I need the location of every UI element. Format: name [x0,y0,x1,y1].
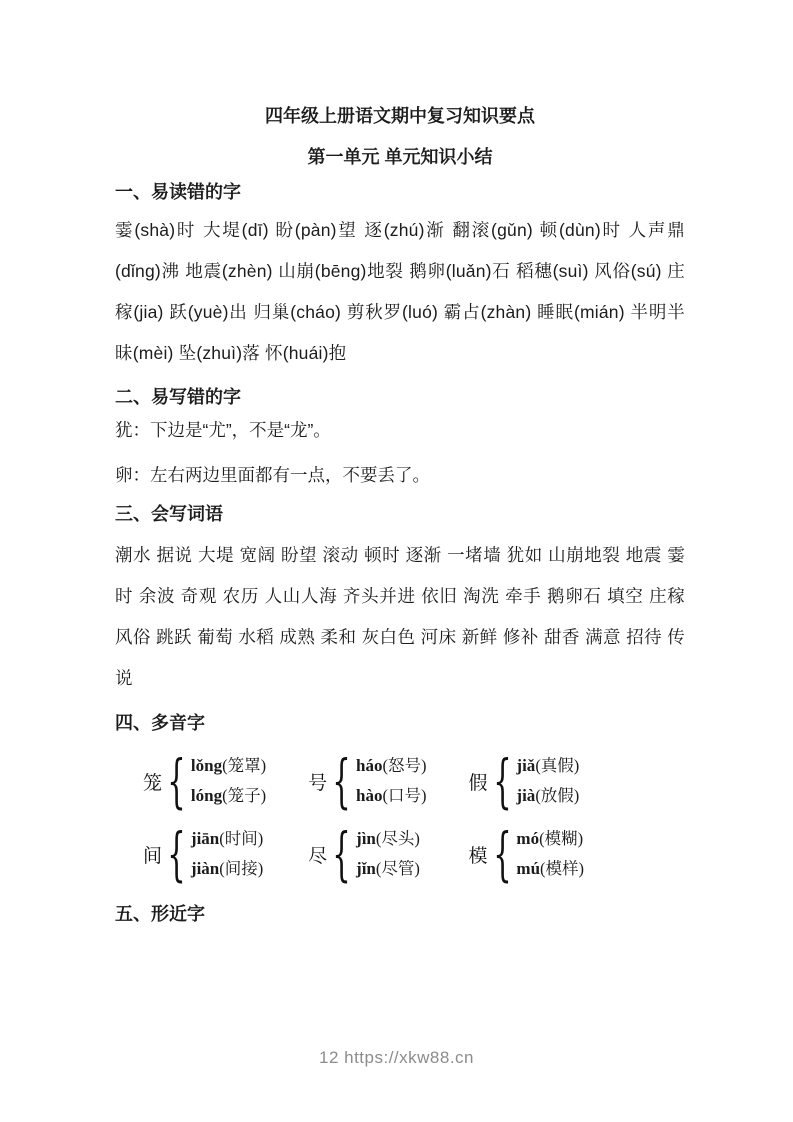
reading-word: (模样) [540,859,585,878]
reading-word: (尽管) [375,859,420,878]
page-footer: 12 https://xkw88.cn [318,1048,475,1067]
brace-icon: { [167,747,186,815]
reading-line [356,824,420,854]
reading-pinyin: hào [356,786,383,805]
reading-pinyin: jiàn [190,859,220,878]
brace-icon: { [492,747,512,815]
paragraph-misread-characters: 霎(shà)时 大堤(dī) 盼(pàn)望 逐(zhú)渐 翻滚(gǔn) 顿(dùn)时 人声鼎(dǐng)沸 地震(zhèn) 山崩(bēng)地裂 鹅卵(luǎn)石 稻穗(suì) 风俗(sú) 庄稼(jia) 跃(yuè)出 归巢(cháo) 剪秋罗(luó) 霸占(zhàn) 睡眠(mián) 半明半昧(mèi) 坠(zhuì)落 怀(huái)抱 [115,220,685,363]
polyphone-readings [191,751,266,811]
reading-pinyin: jià [516,786,536,805]
reading-pinyin: jiǎ [516,756,536,775]
polyphone-char: 假 [468,772,488,794]
brace-icon: { [332,747,351,815]
reading-word: (尽头) [375,829,420,848]
polyphone-char: 笼 [143,772,163,794]
polyphone-char: 间 [143,845,163,867]
polyphone-readings [191,824,263,884]
section-heading-polyphonic-characters: 四、多音字 [115,713,205,733]
polyphone-grid [115,747,685,888]
polyphone-readings [356,824,420,884]
section-heading-easily-misread: 一、易读错的字 [115,182,241,202]
brace-icon: { [167,820,186,888]
reading-word: (笼罩) [222,756,267,775]
reading-line [356,751,426,781]
reading-word: (时间) [219,829,264,848]
reading-word: (笼子) [222,786,267,805]
section-heading-easily-miswritten: 二、易写错的字 [115,387,241,407]
section-heading-writable-words: 三、会写词语 [115,504,223,524]
reading-pinyin: háo [356,756,383,775]
reading-line [356,781,426,811]
reading-line [191,824,263,854]
polyphone-readings [516,824,584,884]
polyphone-group-jin [308,820,426,888]
reading-pinyin: mú [516,859,541,878]
reading-word: (间接) [219,859,264,878]
reading-line [191,854,263,884]
reading-word: (模糊) [539,829,584,848]
brace-icon: { [332,820,351,888]
polyphone-group-long [143,747,267,815]
reading-pinyin: jǐn [356,859,376,878]
reading-pinyin: lǒng [190,756,223,775]
polyphone-group-mo [468,820,585,888]
polyphone-char: 模 [468,845,488,867]
paragraph-miswritten-luan: 卵：左右两边里面都有一点，不要丢了。 [115,465,430,485]
polyphone-group-jia [468,747,585,815]
reading-word: (怒号) [382,756,427,775]
reading-line [356,854,420,884]
reading-pinyin: jìn [356,829,376,848]
reading-line [516,781,579,811]
reading-line [516,751,579,781]
polyphone-readings [516,751,579,811]
reading-line [516,854,584,884]
brace-icon: { [492,820,512,888]
reading-pinyin: mó [516,829,540,848]
page-subtitle: 第一单元 单元知识小结 [307,147,493,167]
polyphone-readings [356,751,426,811]
polyphone-group-hao [308,747,427,815]
paragraph-word-list: 潮水 据说 大堤 宽阔 盼望 滚动 顿时 逐渐 一堵墙 犹如 山崩地裂 地震 霎时 余波 奇观 农历 人山人海 齐头并进 依旧 淘洗 牵手 鹅卵石 填空 庄稼 风俗 跳跃 葡萄 水稻 成熟 柔和 灰白色 河床 新鲜 修补 甜香 满意 招待 传说 [115,545,685,688]
polyphone-char: 尽 [308,845,328,867]
reading-pinyin: lóng [190,786,223,805]
reading-pinyin: jiān [190,829,220,848]
polyphone-char: 号 [308,772,328,794]
reading-word: (口号) [382,786,427,805]
reading-word: (真假) [535,756,580,775]
reading-line [191,781,266,811]
polyphone-group-jian [143,820,266,888]
paragraph-miswritten-you: 犹：下边是“尤”，不是“龙”。 [115,420,331,440]
section-heading-similar-characters: 五、形近字 [115,904,205,924]
reading-line [191,751,266,781]
reading-line [516,824,584,854]
reading-word: (放假) [535,786,580,805]
page-title: 四年级上册语文期中复习知识要点 [265,106,535,126]
